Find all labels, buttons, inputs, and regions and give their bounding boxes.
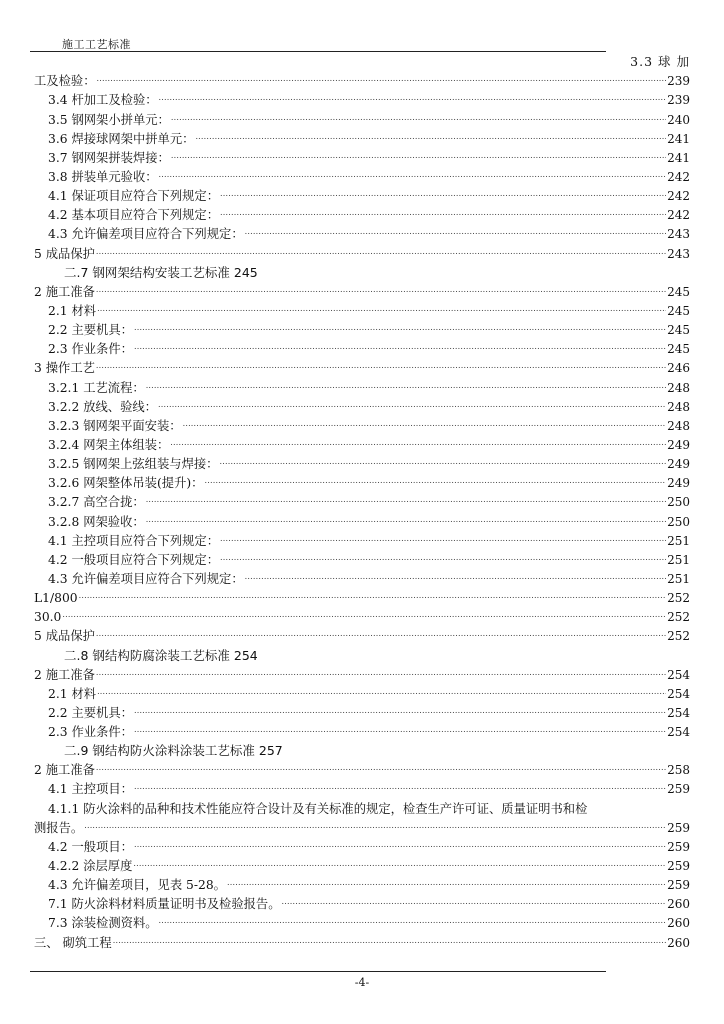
toc-leader-dots xyxy=(220,551,666,565)
toc-entry[interactable] xyxy=(0,453,724,472)
toc-entry-title: 4.1 主控项目： xyxy=(48,782,133,797)
toc-entry[interactable] xyxy=(0,185,724,204)
toc-entry[interactable] xyxy=(0,549,724,568)
toc-page-number: 248 xyxy=(667,418,690,433)
toc-page-number: 251 xyxy=(667,571,690,586)
toc-top-fragment-text: 3.3 球 加 xyxy=(630,54,690,70)
toc-page-number: 260 xyxy=(667,935,690,950)
toc-entry[interactable] xyxy=(0,683,724,702)
toc-entry-title: 4.1 主控项目应符合下列规定： xyxy=(48,533,220,548)
toc-entry[interactable] xyxy=(0,893,724,912)
toc-page-number: 249 xyxy=(667,437,690,452)
toc-page-number: 242 xyxy=(667,208,690,223)
toc-leader-dots xyxy=(84,819,666,833)
toc-page-number: 259 xyxy=(667,820,690,835)
toc-leader-dots xyxy=(62,608,666,622)
toc-page-number: 249 xyxy=(667,457,690,472)
toc-entry-title: 测报告。 xyxy=(34,820,84,835)
toc-entry[interactable] xyxy=(0,702,724,721)
toc-entry-title: 4.3 允许偏差项目，见表 5-28。 xyxy=(48,878,226,893)
toc-leader-dots xyxy=(245,225,666,239)
toc-leader-dots xyxy=(133,857,666,871)
toc-entry-title: 4.2 基本项目应符合下列规定： xyxy=(48,208,220,223)
toc-entry-title: 7.1 防火涂料材料质量证明书及检验报告。 xyxy=(48,897,281,912)
toc-leader-dots xyxy=(183,417,667,431)
toc-leader-dots xyxy=(134,723,666,737)
toc-leader-dots xyxy=(113,934,666,948)
toc-leader-dots xyxy=(96,283,666,297)
toc-leader-dots xyxy=(158,398,666,412)
toc-page-number: 252 xyxy=(667,591,690,606)
toc-entry-title: 3.2.6 网架整体吊装(提升)： xyxy=(48,476,204,491)
toc-leader-dots xyxy=(146,513,666,527)
toc-page-number: 254 xyxy=(667,705,690,720)
toc-entry-title: 2.1 材料 xyxy=(48,303,97,318)
toc-entry[interactable] xyxy=(0,319,724,338)
toc-entry[interactable] xyxy=(0,568,724,587)
toc-page-number: 250 xyxy=(667,514,690,529)
toc-page-number: 248 xyxy=(667,399,690,414)
toc-leader-dots xyxy=(96,359,666,373)
toc-entry-title: 2.1 材料 xyxy=(48,686,97,701)
toc-entry[interactable] xyxy=(0,434,724,453)
toc-entry[interactable] xyxy=(0,70,724,89)
toc-entry[interactable] xyxy=(0,396,724,415)
toc-entry-title: 3 操作工艺 xyxy=(34,361,95,376)
toc-entry-title: 2.3 作业条件： xyxy=(48,725,133,740)
toc-entry-title: 3.7 钢网架拼装焊接： xyxy=(48,150,170,165)
toc-entry-title: 三、 砌筑工程 xyxy=(34,935,112,950)
toc-leader-dots xyxy=(134,340,666,354)
toc-entry[interactable] xyxy=(0,625,724,644)
toc-page-number: 243 xyxy=(667,227,690,242)
toc-leader-dots xyxy=(220,206,666,220)
toc-leader-dots xyxy=(134,780,666,794)
toc-entry-title: 5 成品保护 xyxy=(34,629,95,644)
toc-entry-title: 3.4 杆加工及检验： xyxy=(48,93,158,108)
toc-entry-title: 2 施工准备 xyxy=(34,284,95,299)
toc-entry-title: 3.2.7 高空合拢： xyxy=(48,495,145,510)
toc-entry[interactable] xyxy=(0,281,724,300)
toc-page-number: 242 xyxy=(667,169,690,184)
toc-entry-title: 4.2.2 涂层厚度 xyxy=(48,859,133,874)
toc-entry-title: 3.6 焊接球网架中拼单元： xyxy=(48,131,195,146)
toc-entry-title: 二.8 钢结构防腐涂装工艺标准 254 xyxy=(64,647,258,663)
toc-entry[interactable] xyxy=(0,338,724,357)
toc-leader-dots xyxy=(159,914,667,928)
toc-page-number: 239 xyxy=(667,93,690,108)
toc-section-heading[interactable] xyxy=(0,740,724,759)
toc-section-heading[interactable] xyxy=(0,644,724,663)
toc-entry-title: 4.2 一般项目应符合下列规定： xyxy=(48,552,220,567)
toc-entry-title: 3.2.1 工艺流程： xyxy=(48,380,145,395)
toc-entry[interactable] xyxy=(0,778,724,797)
toc-page-number: 239 xyxy=(667,74,690,89)
toc-leader-dots xyxy=(146,379,666,393)
toc-page-number: 249 xyxy=(667,476,690,491)
toc-page-number: 246 xyxy=(667,361,690,376)
toc-leader-dots xyxy=(134,321,666,335)
toc-section-heading[interactable] xyxy=(0,262,724,281)
toc-entry[interactable] xyxy=(0,759,724,778)
toc-entry[interactable] xyxy=(0,223,724,242)
toc-entry[interactable] xyxy=(0,836,724,855)
toc-page-number: 245 xyxy=(667,303,690,318)
toc-entry-title: 3.2.4 网架主体组装： xyxy=(48,437,170,452)
toc-page-number: 260 xyxy=(667,916,690,931)
toc-leader-dots xyxy=(97,72,667,86)
toc-entry-title: 5 成品保护 xyxy=(34,246,95,261)
toc-entry-title: 2 施工准备 xyxy=(34,667,95,682)
toc-leader-dots xyxy=(134,704,666,718)
toc-page-number: 259 xyxy=(667,839,690,854)
toc-page-number: 245 xyxy=(667,323,690,338)
toc-page-number: 245 xyxy=(667,284,690,299)
toc-entry-title: 3.2.8 网架验收： xyxy=(48,514,145,529)
toc-entry-title: 二.7 钢网架结构安装工艺标准 245 xyxy=(64,264,258,280)
toc-page-number: 260 xyxy=(667,897,690,912)
toc-leader-dots xyxy=(79,589,666,603)
table-of-contents xyxy=(0,51,724,951)
toc-entry[interactable] xyxy=(0,166,724,185)
toc-entry[interactable] xyxy=(0,89,724,108)
toc-entry[interactable] xyxy=(0,147,724,166)
toc-leader-dots xyxy=(134,838,666,852)
toc-page-number: 240 xyxy=(667,112,690,127)
toc-entry[interactable] xyxy=(0,510,724,529)
toc-entry-title: 工及检验： xyxy=(34,74,96,89)
toc-entry-title: L1/800 xyxy=(34,591,78,606)
toc-page-number: 251 xyxy=(667,533,690,548)
toc-leader-dots xyxy=(219,455,666,469)
header-title: 施工工艺标准 xyxy=(62,38,131,51)
toc-entry-title: 4.1 保证项目应符合下列规定： xyxy=(48,189,220,204)
toc-page-number: 259 xyxy=(667,782,690,797)
page-number: -4- xyxy=(354,976,370,989)
toc-leader-dots xyxy=(96,666,666,680)
toc-leader-dots xyxy=(195,130,666,144)
toc-page-number: 254 xyxy=(667,686,690,701)
toc-entry-title: 7.3 涂装检测资料。 xyxy=(48,916,158,931)
toc-entry-title: 3.2.5 钢网架上弦组装与焊接： xyxy=(48,457,219,472)
toc-page-number: 254 xyxy=(667,725,690,740)
toc-page-number: 254 xyxy=(667,667,690,682)
toc-entry[interactable] xyxy=(0,491,724,510)
toc-page-number: 259 xyxy=(667,859,690,874)
toc-leader-dots xyxy=(171,149,666,163)
toc-entry[interactable] xyxy=(0,797,724,816)
toc-entry-title: 二.9 钢结构防火涂料涂装工艺标准 257 xyxy=(64,743,283,759)
toc-leader-dots xyxy=(96,627,666,641)
toc-leader-dots xyxy=(245,570,666,584)
toc-page-number: 241 xyxy=(667,150,690,165)
toc-leader-dots xyxy=(159,91,667,105)
toc-entry-title: 4.3 允许偏差项目应符合下列规定： xyxy=(48,571,244,586)
toc-entry-title: 4.3 允许偏差项目应符合下列规定： xyxy=(48,227,244,242)
toc-leader-dots xyxy=(220,532,666,546)
toc-entry-title: 30.0 xyxy=(34,610,62,625)
toc-top-fragment xyxy=(0,51,724,70)
toc-entry-title: 3.2.2 放线、验线： xyxy=(48,399,157,414)
toc-entry-title: 4.2 一般项目： xyxy=(48,839,133,854)
toc-page-number: 241 xyxy=(667,131,690,146)
toc-entry-title: 2.3 作业条件： xyxy=(48,342,133,357)
toc-leader-dots xyxy=(96,245,666,259)
toc-leader-dots xyxy=(97,685,666,699)
toc-entry-title: 4.1.1 防火涂料的品种和技术性能应符合设计及有关标准的规定，检查生产许可证、质量证明书和检 xyxy=(48,801,588,816)
toc-entry[interactable] xyxy=(0,587,724,606)
toc-leader-dots xyxy=(227,876,666,890)
toc-leader-dots xyxy=(159,168,667,182)
toc-page-number: 259 xyxy=(667,878,690,893)
toc-entry[interactable] xyxy=(0,817,724,836)
toc-leader-dots xyxy=(171,111,666,125)
toc-page-number: 245 xyxy=(667,342,690,357)
toc-page-number: 250 xyxy=(667,495,690,510)
toc-leader-dots xyxy=(97,302,666,316)
toc-entry[interactable] xyxy=(0,931,724,950)
toc-entry[interactable] xyxy=(0,606,724,625)
toc-entry-title: 2.2 主要机具： xyxy=(48,705,133,720)
toc-leader-dots xyxy=(282,895,667,909)
toc-page-number: 252 xyxy=(667,610,690,625)
toc-leader-dots xyxy=(170,436,666,450)
footer-rule xyxy=(30,971,606,972)
toc-entry[interactable] xyxy=(0,530,724,549)
toc-leader-dots xyxy=(96,761,666,775)
toc-entry[interactable] xyxy=(0,128,724,147)
toc-entry[interactable] xyxy=(0,357,724,376)
toc-page-number: 251 xyxy=(667,552,690,567)
toc-entry[interactable] xyxy=(0,376,724,395)
toc-leader-dots xyxy=(220,187,666,201)
toc-entry-title: 2.2 主要机具： xyxy=(48,323,133,338)
toc-page-number: 252 xyxy=(667,629,690,644)
toc-entry-title: 3.2.3 钢网架平面安装： xyxy=(48,418,182,433)
toc-entry[interactable] xyxy=(0,204,724,223)
toc-entry[interactable] xyxy=(0,108,724,127)
toc-entry-title: 3.5 钢网架小拼单元： xyxy=(48,112,170,127)
toc-page-number: 258 xyxy=(667,763,690,778)
toc-page-number: 242 xyxy=(667,189,690,204)
toc-leader-dots xyxy=(146,493,666,507)
toc-entry[interactable] xyxy=(0,855,724,874)
toc-entry[interactable] xyxy=(0,300,724,319)
toc-page-number: 243 xyxy=(667,246,690,261)
toc-entry[interactable] xyxy=(0,472,724,491)
toc-entry[interactable] xyxy=(0,242,724,261)
toc-entry-title: 2 施工准备 xyxy=(34,763,95,778)
toc-entry[interactable] xyxy=(0,721,724,740)
toc-page-number: 248 xyxy=(667,380,690,395)
toc-entry-title: 3.8 拼装单元验收： xyxy=(48,169,158,184)
toc-entry[interactable] xyxy=(0,912,724,931)
toc-entry[interactable] xyxy=(0,874,724,893)
toc-entry[interactable] xyxy=(0,415,724,434)
toc-entry[interactable] xyxy=(0,664,724,683)
toc-leader-dots xyxy=(204,474,666,488)
